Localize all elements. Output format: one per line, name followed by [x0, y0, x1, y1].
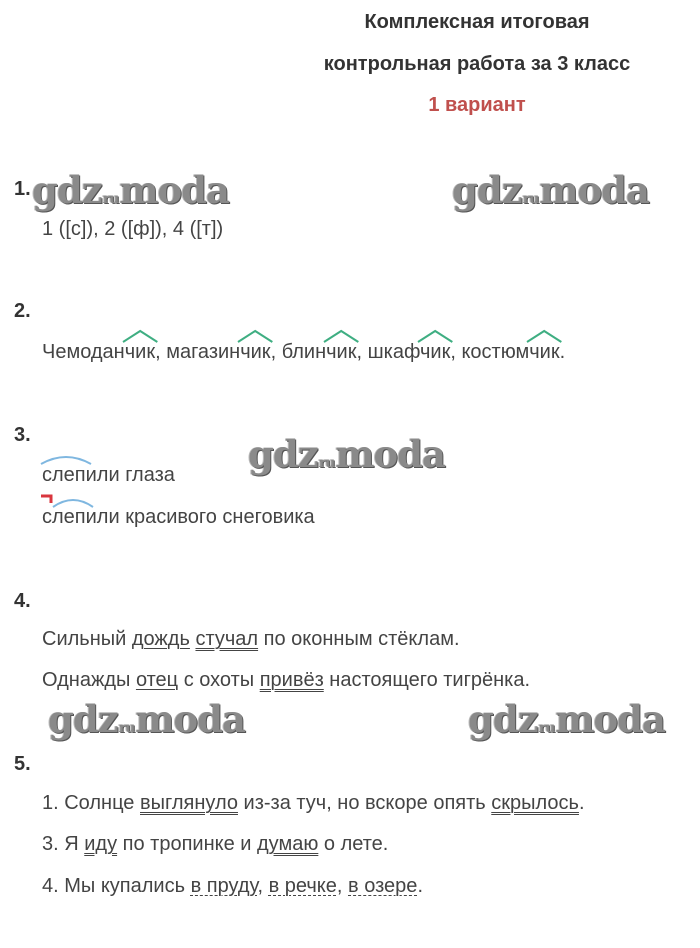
task-1-answer: 1 ([с]), 2 ([ф]), 4 ([т]) — [42, 218, 224, 240]
title-line-2: контрольная работа за 3 класс — [323, 53, 631, 75]
suffix: чик — [124, 341, 156, 363]
word: Чемоданчик, — [42, 341, 167, 363]
suffix: чик — [529, 341, 560, 363]
task-5-sentence-1: 1. Солнце выглянуло из-за туч, но вскоре опять скрылось. — [42, 792, 585, 814]
suffix-mark — [237, 329, 273, 343]
task-2-answer — [42, 341, 565, 364]
word: шкафчик, — [367, 341, 462, 363]
subject: отец — [135, 669, 179, 691]
suffix-mark — [417, 329, 453, 343]
watermark: gdzrumoda — [452, 168, 650, 212]
word: костюмчик. — [461, 341, 566, 363]
suffix-mark — [526, 329, 562, 343]
task-5-sentence-3: 3. Я иду по тропинке и думаю о лете. — [42, 833, 389, 855]
task-2-number: 2. — [14, 300, 31, 322]
title-line-1: Комплексная итоговая — [364, 11, 590, 33]
suffix-mark — [323, 329, 359, 343]
predicate: думаю — [257, 833, 319, 855]
suffix: чик — [326, 341, 357, 363]
predicate: иду — [84, 833, 118, 855]
task-4-sentence-1: Сильный дождь стучал по оконным стёклам. — [42, 628, 460, 650]
predicate: выглянуло — [140, 792, 238, 814]
adverbial: в речке — [268, 875, 337, 897]
suffix: чик — [240, 341, 271, 363]
predicate: скрылось — [491, 792, 579, 814]
adverbial: в озере — [348, 875, 418, 897]
predicate: стучал — [195, 628, 259, 650]
predicate: привёз — [259, 669, 324, 691]
word: магазинчик, — [166, 341, 282, 363]
task-3-line-2: слепили красивого снеговика — [42, 506, 315, 528]
task-4-sentence-2: Однажды отец с охоты привёз настоящего тигрёнка. — [42, 669, 531, 691]
suffix: чик — [419, 341, 451, 363]
adverbial: в пруду — [190, 875, 258, 897]
watermark: gdzrumoda — [32, 168, 230, 212]
watermark: gdzrumoda — [48, 697, 246, 741]
task-5-number: 5. — [14, 753, 31, 775]
watermark: gdzrumoda — [248, 432, 446, 476]
suffix-mark — [122, 329, 158, 343]
word: блинчик, — [281, 341, 368, 363]
task-3-line-1: слепили глаза — [42, 464, 175, 486]
task-3-number: 3. — [14, 424, 31, 446]
task-1-number: 1. — [14, 178, 31, 200]
task-4-number: 4. — [14, 590, 31, 612]
subject: дождь — [131, 628, 190, 650]
variant-label: 1 вариант — [428, 94, 526, 116]
watermark: gdzrumoda — [468, 697, 666, 741]
task-5-sentence-4: 4. Мы купались в пруду, в речке, в озере. — [42, 875, 423, 897]
